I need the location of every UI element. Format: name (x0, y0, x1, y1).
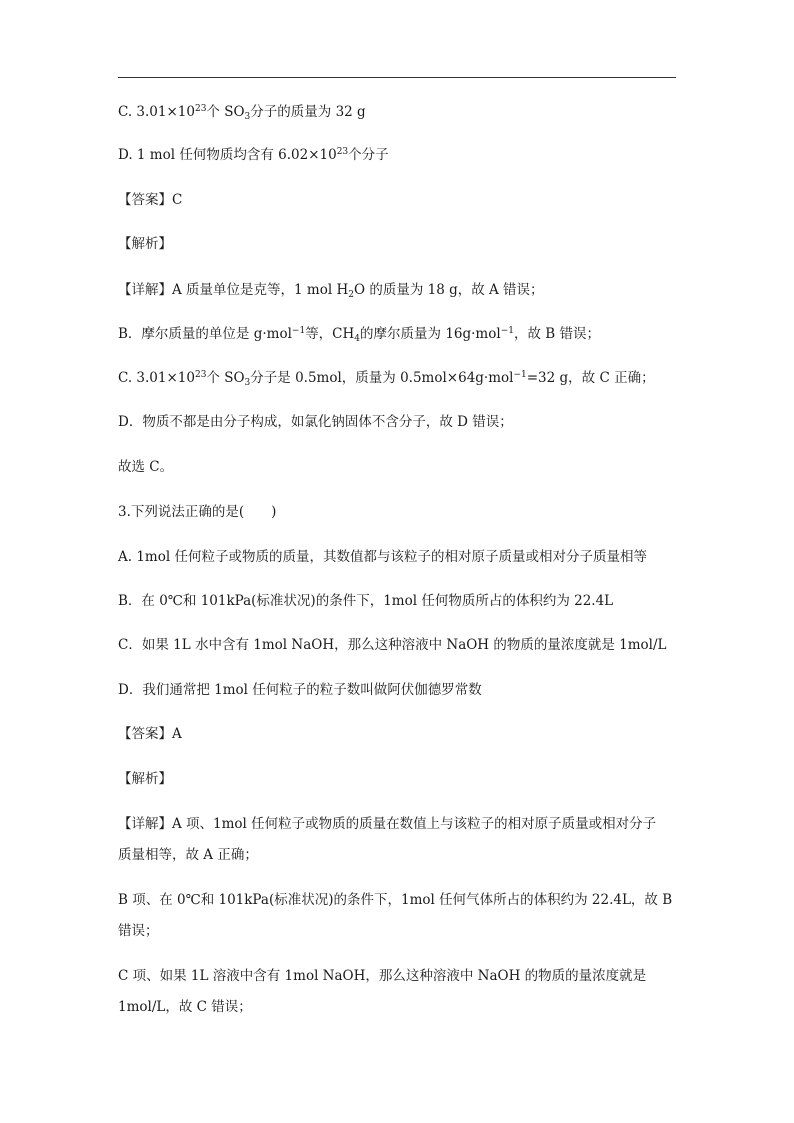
answer-2 (118, 724, 688, 744)
q3-option-a (118, 547, 688, 567)
text-run: ，故 B 错误； (513, 326, 600, 342)
text-run: D．我们通常把 1mol 任何粒子的粒子数叫做阿伏伽德罗常数 (118, 682, 482, 698)
text-run: D．物质不都是由分子构成，如氯化钠固体不含分子，故 D 错误； (118, 414, 513, 430)
subscript: 3 (244, 112, 251, 122)
text-run: B．摩尔质量的单位是 g·mol (118, 326, 292, 342)
text-run: 【详解】A 质量单位是克等，1 mol H (118, 282, 349, 298)
text-run: C. 3.01×10 (118, 104, 195, 120)
detail2-c-line1 (118, 966, 688, 986)
detail2-c-line2 (118, 997, 688, 1017)
conclusion (118, 457, 688, 477)
text-run: 【答案】C (118, 192, 183, 208)
analysis-heading (118, 234, 688, 254)
text-run: 分子的质量为 32 g (250, 104, 366, 120)
superscript: 23 (336, 147, 349, 157)
superscript: 23 (194, 104, 207, 114)
text-run: 的摩尔质量为 16g·mol (360, 326, 501, 342)
detail2-b-line2 (118, 921, 688, 941)
text-run: 质量相等，故 A 正确； (118, 847, 258, 863)
superscript: −1 (291, 326, 306, 336)
header-rule (118, 77, 676, 78)
text-run: 错误； (118, 923, 159, 939)
option-d (118, 145, 688, 165)
text-run: 个分子 (348, 147, 389, 163)
q3-option-c (118, 635, 688, 655)
subscript: 4 (354, 334, 361, 344)
answer (118, 190, 688, 210)
detail-a (118, 280, 688, 300)
q3-option-d (118, 680, 688, 700)
text-run: 【解析】 (118, 771, 172, 787)
q3-option-b (118, 591, 688, 611)
text-run: B．在 0℃和 101kPa(标准状况)的条件下，1mol 任何物质所占的体积约为 22.4L (118, 593, 614, 609)
superscript: 23 (194, 370, 207, 380)
question-3 (118, 502, 688, 522)
analysis-heading-2 (118, 769, 688, 789)
text-run: O 的质量为 18 g，故 A 错误； (353, 282, 544, 298)
text-run: =32 g，故 C 正确； (526, 370, 655, 386)
text-run: 故选 C。 (118, 459, 174, 475)
text-run: 1mol/L，故 C 错误； (118, 999, 252, 1015)
detail2-a-line1 (118, 814, 688, 834)
text-run: 个 SO (206, 104, 245, 120)
detail-c (118, 368, 688, 388)
text-run: C. 3.01×10 (118, 370, 195, 386)
text-run: C 项、如果 1L 溶液中含有 1mol NaOH，那么这种溶液中 NaOH 的物质的量浓度就是 (118, 968, 647, 984)
text-run: 分子是 0.5mol，质量为 0.5mol×64g·mol (250, 370, 514, 386)
detail2-b-line1 (118, 890, 688, 910)
option-c (118, 102, 688, 122)
detail-d (118, 412, 688, 432)
text-run: 个 SO (206, 370, 245, 386)
text-run: 【解析】 (118, 236, 172, 252)
subscript: 2 (348, 290, 354, 300)
text-run: 3.下列说法正确的是( ) (118, 504, 277, 520)
detail2-a-line2 (118, 845, 688, 865)
subscript: 3 (244, 378, 251, 388)
detail-b (118, 324, 688, 344)
text-run: 【详解】A 项、1mol 任何粒子或物质的质量在数值上与该粒子的相对原子质量或相对分子 (118, 816, 657, 832)
superscript: −1 (513, 370, 527, 380)
text-run: C．如果 1L 水中含有 1mol NaOH，那么这种溶液中 NaOH 的物质的量浓度就是 1mol/L (118, 637, 667, 653)
superscript: −1 (500, 326, 514, 336)
text-run: D. 1 mol 任何物质均含有 6.02×10 (118, 147, 337, 163)
text-run: 等，CH (305, 326, 355, 342)
text-run: 【答案】A (118, 726, 182, 742)
text-run: A. 1mol 任何粒子或物质的质量，其数值都与该粒子的相对原子质量或相对分子质量相等 (118, 549, 647, 565)
text-run: B 项、在 0℃和 101kPa(标准状况)的条件下，1mol 任何气体所占的体积约为 22.4L，故 B (118, 892, 673, 908)
